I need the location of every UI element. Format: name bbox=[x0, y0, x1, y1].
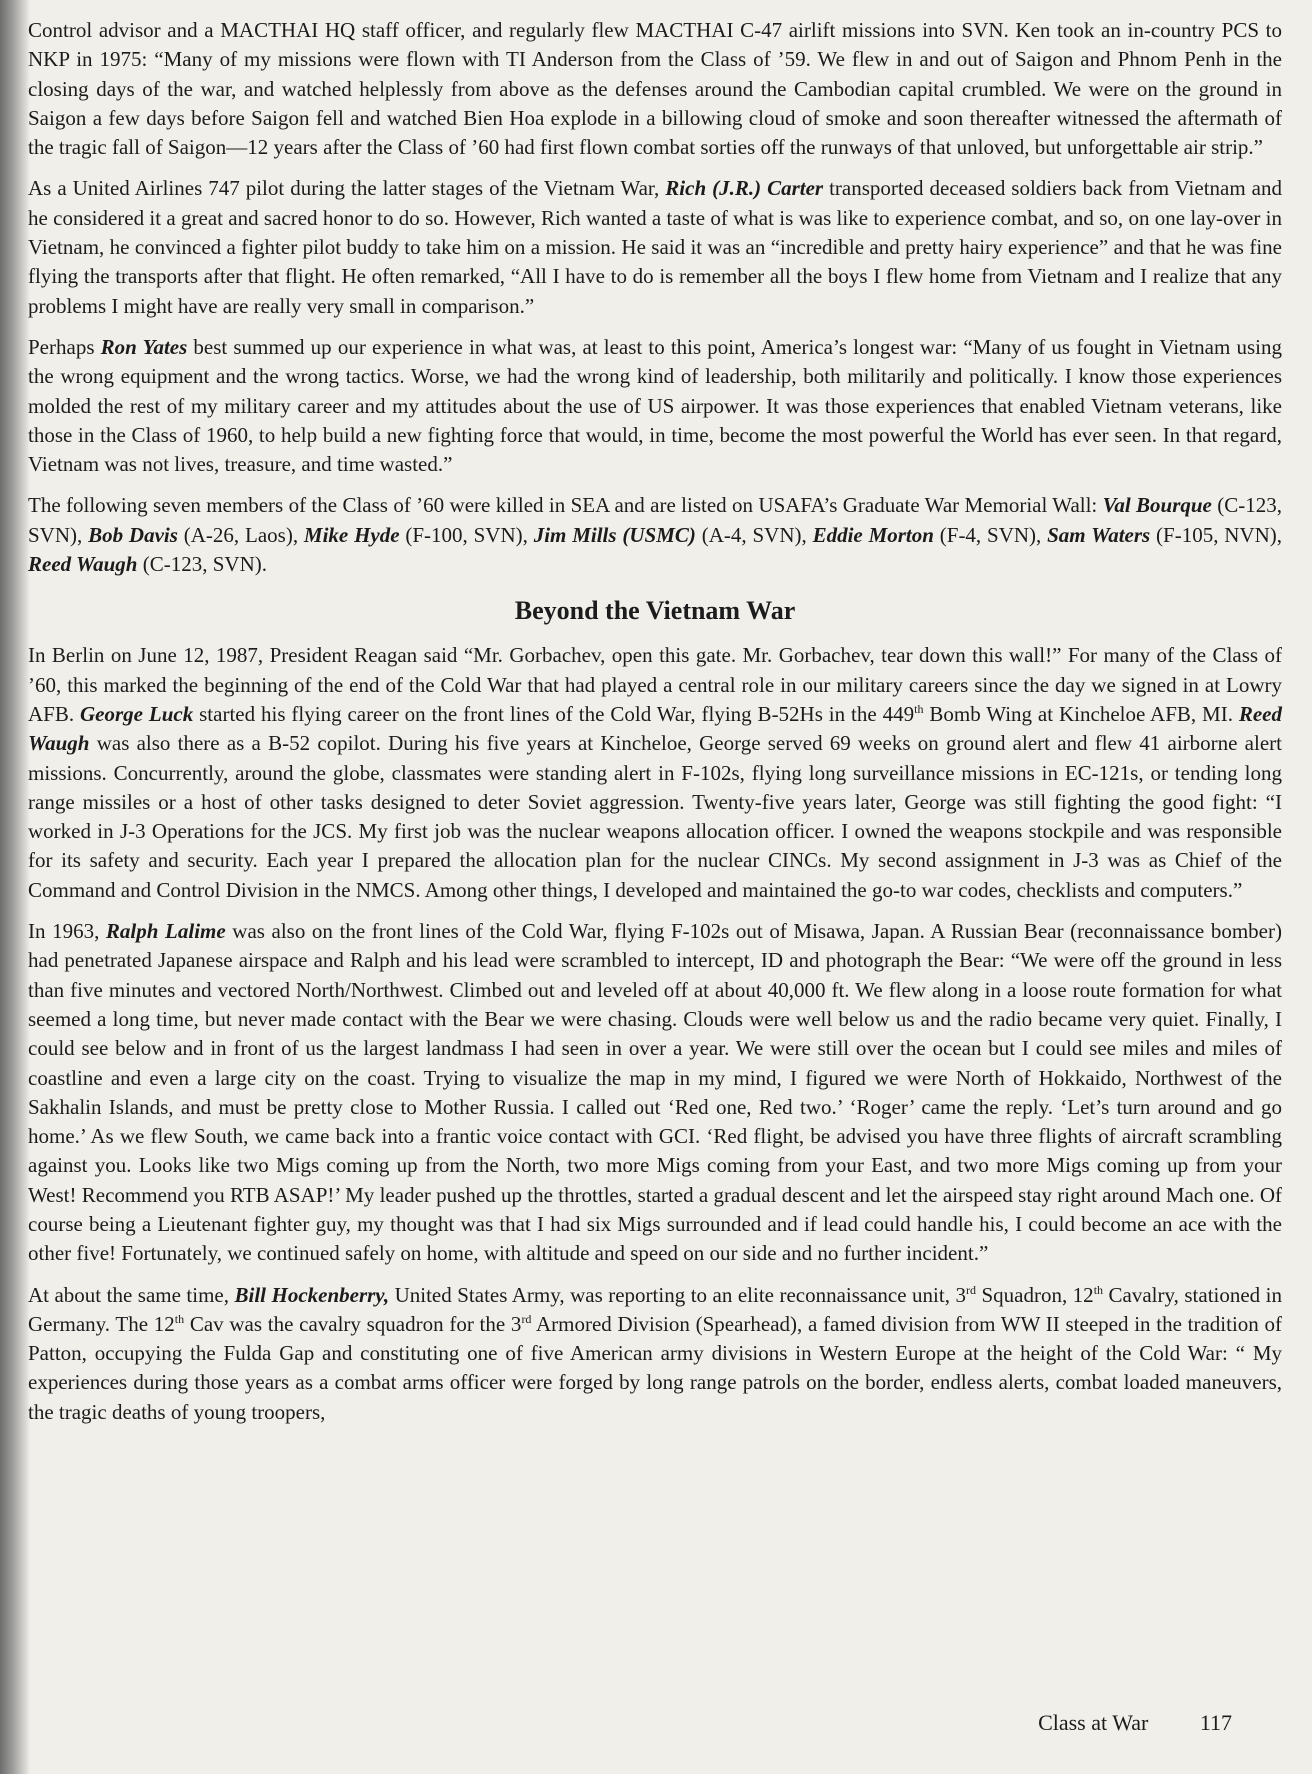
paragraph bbox=[28, 917, 1282, 1269]
emphasized-name: Sam Waters bbox=[1047, 522, 1151, 547]
ordinal-suffix: th bbox=[914, 701, 924, 716]
emphasized-name: Jim Mills (USMC) bbox=[533, 522, 696, 547]
page-footer bbox=[1038, 1710, 1232, 1736]
running-title: Class at War bbox=[1038, 1710, 1149, 1735]
emphasized-name: George Luck bbox=[80, 701, 194, 726]
text-run: Armored Division (Spearhead), a famed division from WW II steeped in the tradition of Patton, occupying the Fulda Gap and constituting one of five American army divisions in Western Europe at the height of the Cold War: “ My experiences during those years as a combat arms officer were forged by long range patrols on the border, endless alerts, combat loaded maneuvers, the tragic deaths of young troopers, bbox=[28, 1311, 1282, 1424]
text-run: (F-100, SVN), bbox=[399, 522, 534, 547]
text-run: (A-4, SVN), bbox=[695, 522, 813, 547]
text-run: Squadron, 12 bbox=[975, 1282, 1094, 1307]
text-run: started his flying career on the front lines of the Cold War, flying B-52Hs in the 449 bbox=[193, 701, 915, 726]
emphasized-name: Mike Hyde bbox=[303, 522, 400, 547]
ordinal-suffix: th bbox=[174, 1311, 185, 1326]
emphasized-name: Rich (J.R.) Carter bbox=[665, 176, 824, 201]
text-run: Bomb Wing at Kincheloe AFB, MI. bbox=[923, 701, 1239, 726]
emphasized-name: Val Bourque bbox=[1102, 493, 1212, 518]
text-run: (F-105, NVN), bbox=[1150, 522, 1283, 547]
text-run: (F-4, SVN), bbox=[933, 522, 1048, 547]
paragraph bbox=[28, 16, 1282, 162]
text-run: was also there as a B-52 copilot. During his five years at Kincheloe, George served 69 weeks on ground alert and flew 41 airborne alert missions. Concurrently, around the globe, classmates were standing alert in F-102s, flying long surveillance missions in EC-121s, or tending long range missiles or a host of other tasks designed to deter Soviet aggression. Twenty-five years later, George was still fighting the good fight: “I worked in J-3 Operations for the JCS. My first job was the nuclear weapons allocation officer. I owned the weapons stockpile and was responsible for its safety and security. Each year I prepared the allocation plan for the nuclear CINCs. My second assignment in J-3 was as Chief of the Command and Control Division in the NMCS. Among other things, I developed and maintained the go-to war codes, checklists and computers.” bbox=[28, 731, 1282, 902]
page-body bbox=[28, 16, 1282, 1439]
emphasized-name: Bill Hockenberry, bbox=[234, 1282, 390, 1307]
paragraph bbox=[28, 1281, 1282, 1427]
emphasized-name: Reed Waugh bbox=[28, 701, 1283, 756]
emphasized-name: Ralph Lalime bbox=[105, 919, 226, 944]
text-run: United States Army, was reporting to an elite reconnaissance unit, 3 bbox=[389, 1282, 966, 1307]
text-run: In 1963, bbox=[28, 919, 106, 944]
text-run: transported deceased soldiers back from Vietnam and he considered it a great and sacred honor to do so. However, Rich wanted a taste of what is was like to experience combat, and so, on one lay-over in Vietnam, he convinced a fighter pilot buddy to take him on a mission. He said it was an “incredible and pretty hairy experience” and that he was fine flying the transports after that flight. He often remarked, “All I have to do is remember all the boys I flew home from Vietnam and I realize that any problems I might have are really very small in comparison.” bbox=[28, 176, 1283, 318]
ordinal-suffix: th bbox=[1093, 1282, 1104, 1297]
text-run: Cav was the cavalry squadron for the 3 bbox=[184, 1311, 522, 1336]
page-number: 117 bbox=[1199, 1710, 1232, 1735]
text-run: (C-123, SVN). bbox=[137, 552, 267, 577]
section-heading: Beyond the Vietnam War bbox=[514, 596, 796, 626]
emphasized-name: Bob Davis bbox=[88, 522, 178, 547]
text-run: Cavalry, stationed in Germany. The 12 bbox=[28, 1282, 1283, 1336]
text-run: The following seven members of the Class of ’60 were killed in SEA and are listed on USAFA’s Graduate War Memorial Wall: bbox=[28, 493, 1103, 518]
text-run: As a United Airlines 747 pilot during the latter stages of the Vietnam War, bbox=[28, 176, 666, 201]
paragraphs-before bbox=[28, 16, 1282, 579]
text-run: (C-123, SVN), bbox=[28, 493, 1283, 547]
text-run: In Berlin on June 12, 1987, President Reagan said “Mr. Gorbachev, open this gate. Mr. Gorbachev, tear down this wall!” For many of the Class of ’60, this marked the beginning of the end of the Cold War that had played a central role in our military careers since the day we signed in at Lowry AFB. bbox=[28, 643, 1282, 726]
text-run: best summed up our experience in what was, at least to this point, America’s longest war: “Many of us fought in Vietnam using the wrong equipment and the wrong tactics. Worse, we had the wrong kind of leadership, both militarily and politically. I know those experiences molded the rest of my military career and my attitudes about the use of US airpower. It was those experiences that enabled Vietnam veterans, like those in the Class of 1960, to help build a new fighting force that would, in time, become the most powerful the World has ever seen. In that regard, Vietnam was not lives, treasure, and time wasted.” bbox=[28, 334, 1282, 477]
binding-gutter bbox=[0, 0, 30, 1774]
emphasized-name: Eddie Morton bbox=[812, 522, 934, 547]
text-run: At about the same time, bbox=[28, 1282, 235, 1307]
paragraph bbox=[28, 174, 1282, 320]
text-run: (A-26, Laos), bbox=[177, 522, 304, 547]
emphasized-name: Ron Yates bbox=[100, 334, 188, 359]
ordinal-suffix: rd bbox=[521, 1311, 532, 1326]
emphasized-name: Reed Waugh bbox=[28, 552, 138, 577]
paragraphs-after bbox=[28, 641, 1282, 1427]
paragraph bbox=[28, 491, 1282, 579]
text-run: Perhaps bbox=[28, 334, 101, 359]
paragraph bbox=[28, 641, 1282, 905]
text-run: Control advisor and a MACTHAI HQ staff officer, and regularly flew MACTHAI C-47 airlift missions into SVN. Ken took an in-country PCS to NKP in 1975: “Many of my missions were flown with TI Anderson from the Class of ’59. We flew in and out of Saigon and Phnom Penh in the closing days of the war, and watched helplessly from above as the defenses around the Cambodian capital crumbled. We were on the ground in Saigon a few days before Saigon fell and watched Bien Hoa explode in a billowing cloud of smoke and soon thereafter witnessed the aftermath of the tragic fall of Saigon—12 years after the Class of ’60 had first flown combat sorties off the runways of that unloved, but unforgettable air strip.” bbox=[28, 18, 1282, 160]
text-run: was also on the front lines of the Cold War, flying F-102s out of Misawa, Japan. A Russian Bear (reconnaissance bomber) had penetrated Japanese airspace and Ralph and his lead were scrambled to intercept, ID and photograph the Bear: “We were off the ground in less than five minutes and vectored North/Northwest. Climbed out and leveled off at about 40,000 ft. We flew along in a loose route formation for what seemed a long time, but never made contact with the Bear we were chasing. Clouds were well below us and the radio became very quiet. Finally, I could see below and in front of us the largest landmass I had seen in over a year. We were still over the ocean but I could see miles and miles of coastline and even a large city on the coast. Trying to visualize the map in my mind, I figured we were North of Hokkaido, Northwest of the Sakhalin Islands, and must be pretty close to Mother Russia. I called out ‘Red one, Red two.’ ‘Roger’ came the reply. ‘Let’s turn around and go home.’ As we flew South, we came back into a frantic voice contact with GCI. ‘Red flight, be advised you have three flights of aircraft scrambling against you. Looks like two Migs coming up from the North, two more Migs coming from your East, and two more Migs coming up from your West! Recommend you RTB ASAP!’ My leader pushed up the throttles, started a gradual descent and let the airspeed stay right around Mach one. Of course being a Lieutenant fighter guy, my thought was that I had six Migs surrounded and if lead could handle his, I could become an ace with the other five! Fortunately, we continued safely on home, with altitude and speed on our side and no further incident.” bbox=[28, 919, 1282, 1266]
ordinal-suffix: rd bbox=[965, 1282, 976, 1297]
paragraph bbox=[28, 333, 1282, 479]
